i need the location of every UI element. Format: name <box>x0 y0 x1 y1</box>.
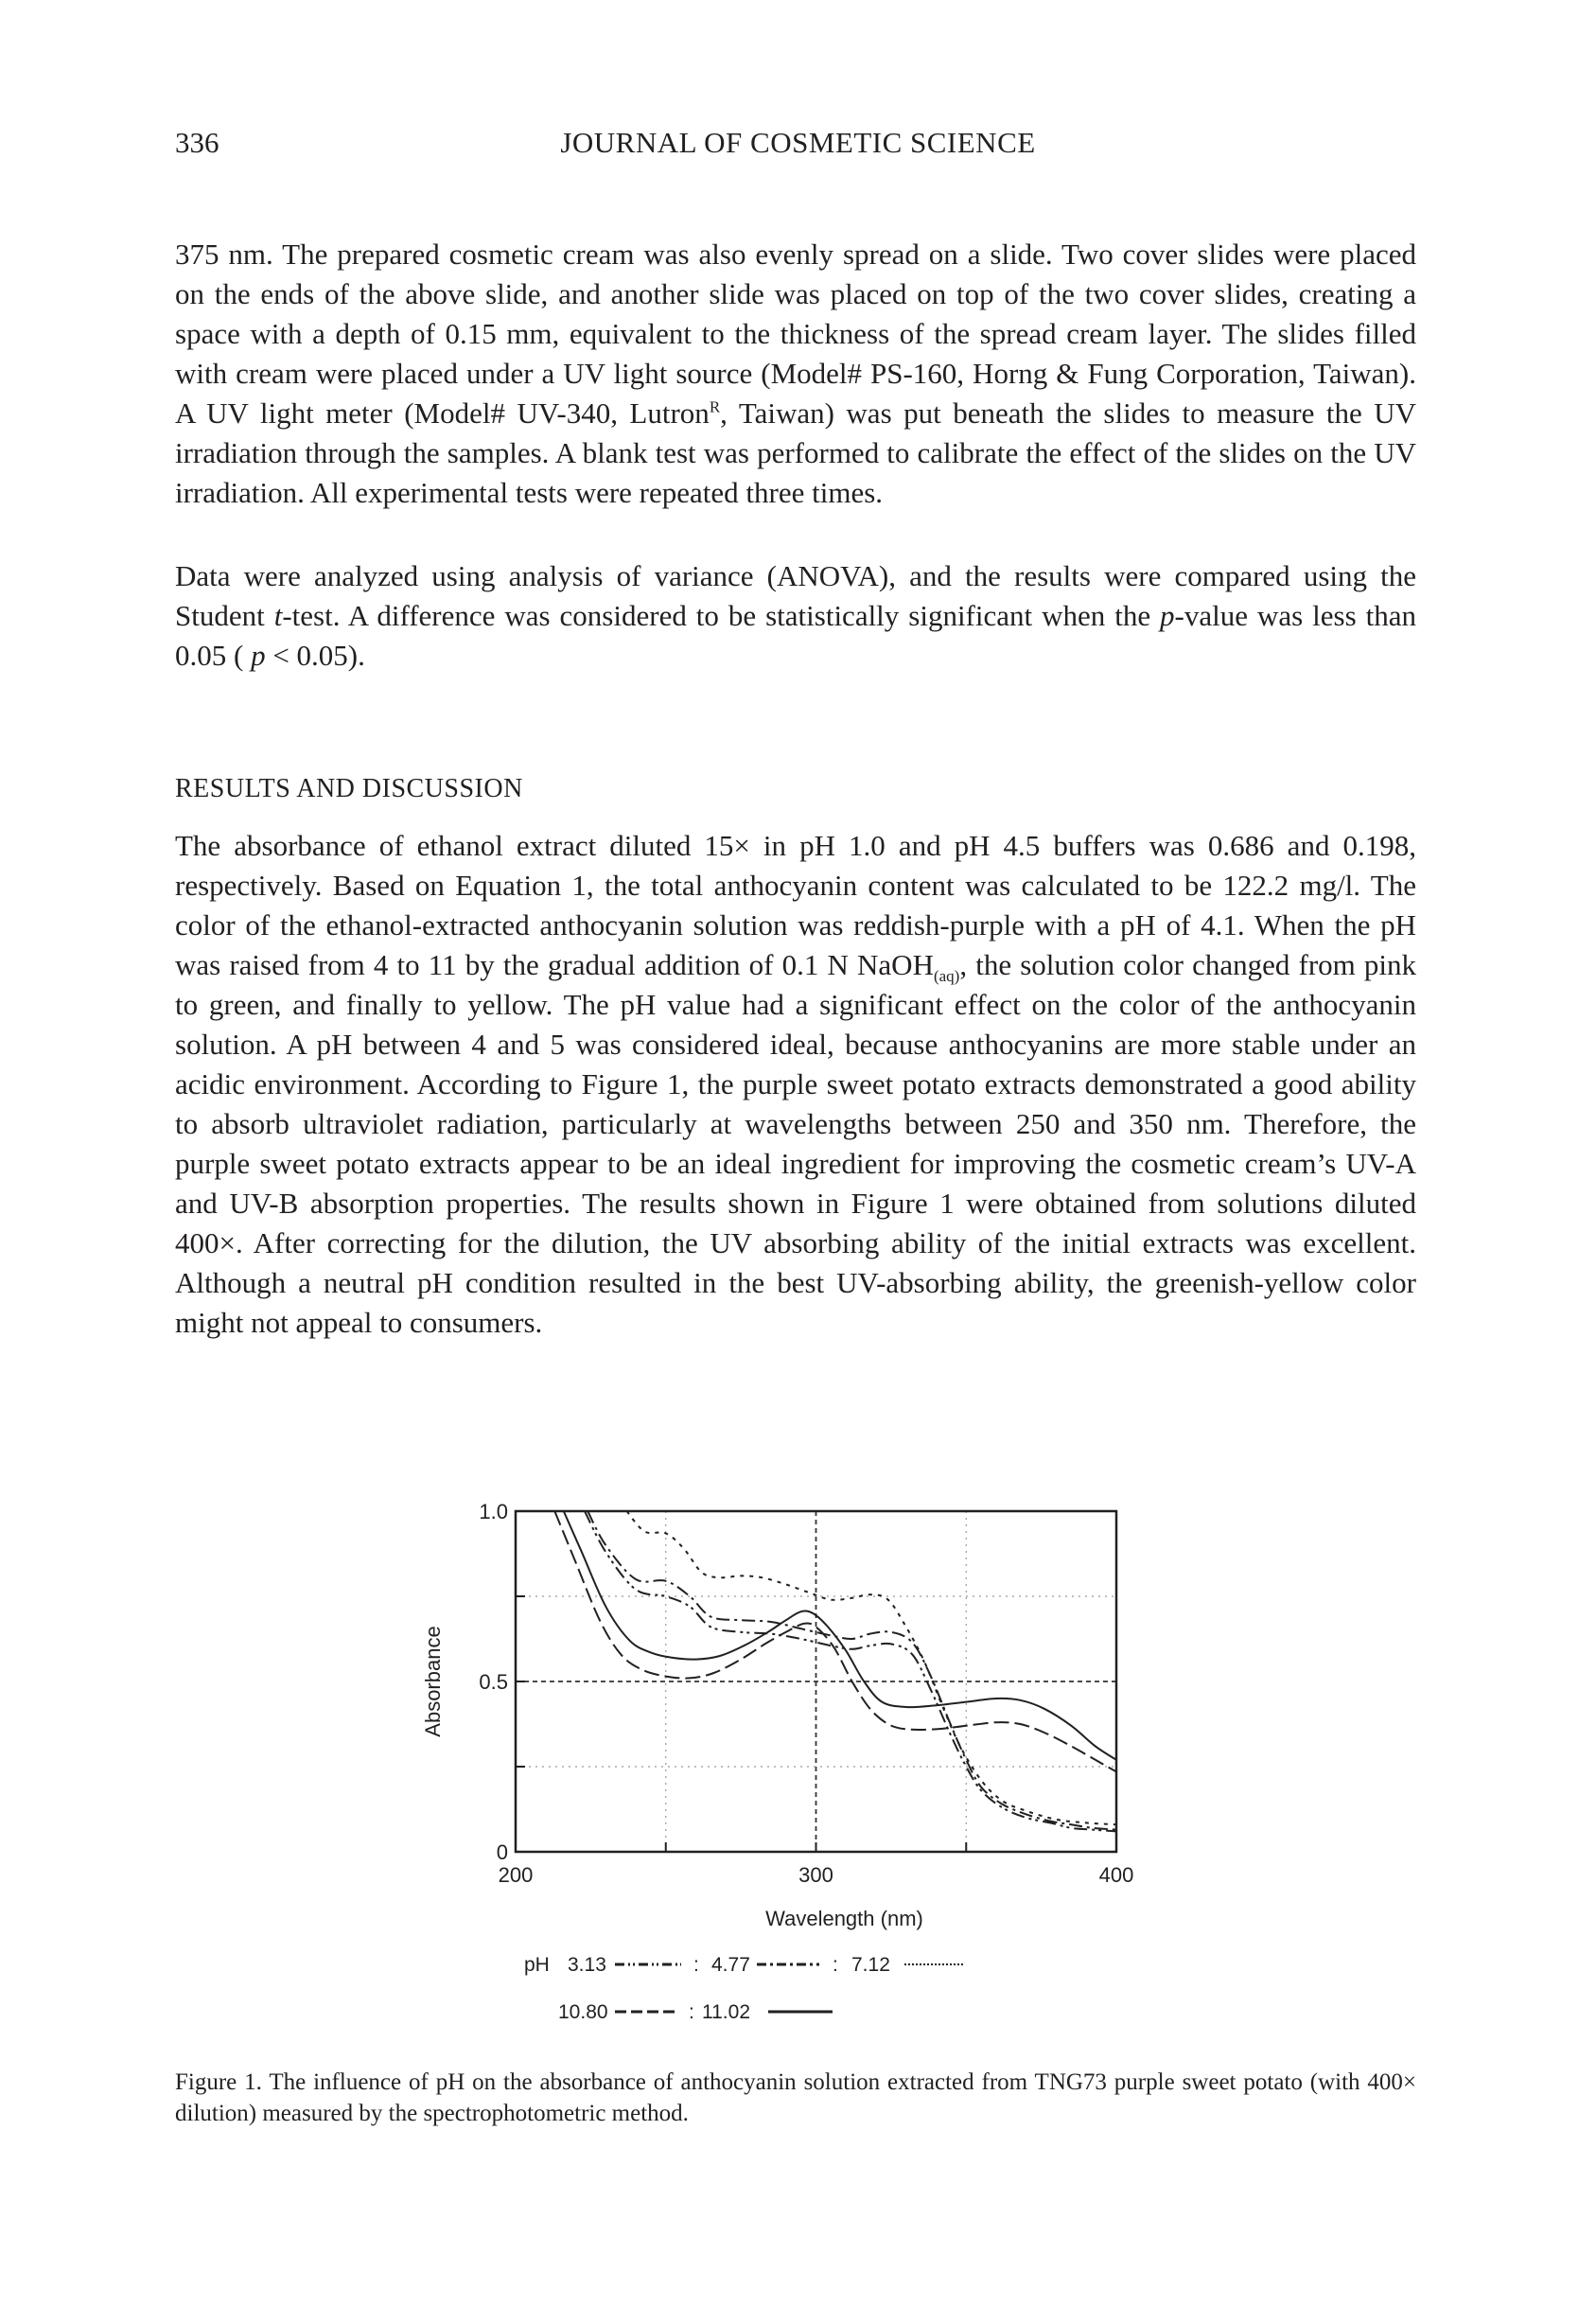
aq-subscript: (aq) <box>933 967 960 986</box>
body-paragraph-2 <box>175 556 1416 676</box>
x-tick-label: 200 <box>498 1863 534 1887</box>
series-line-ph-10-80 <box>554 1511 1116 1771</box>
paragraph-text: < 0.05). <box>265 639 365 672</box>
y-tick-label: 0 <box>496 1840 508 1864</box>
legend-label: 7.12 <box>851 1954 890 1976</box>
paragraph-text: , the solution color changed from pink to green, and finally to yellow. The pH value had a significant effect on the color of the anthocyanin solution. A pH between 4 and 5 was considered ideal, because anthocyanins are more stable under an acidic environment. According to Figure 1, the purple sweet potato extracts demonstrated a good ability to absorb ultraviolet radiation, particularly at wavelengths between 250 and 350 nm. Therefore, the purple sweet potato extracts appear to be an ideal ingredient for improving the cosmetic cream’s UV-A and UV-B absorption properties. The results shown in Figure 1 were obtained from solutions diluted 400×. After correcting for the dilution, the UV absorbing ability of the initial extracts was excellent. Although a neutral pH condition resulted in the best UV-absorbing ability, the greenish-yellow color might not appeal to consumers. <box>175 948 1416 1339</box>
paragraph-text: -test. A difference was considered to be statistically significant when the <box>282 599 1161 632</box>
italic-t: t <box>273 599 283 632</box>
legend-label: 4.77 <box>711 1954 750 1976</box>
legend-separator: : <box>689 2001 694 2023</box>
legend <box>524 1954 963 2023</box>
y-tick-label: 0.5 <box>479 1670 508 1694</box>
series-line-ph-11-02 <box>564 1511 1116 1760</box>
italic-p: p <box>251 639 266 672</box>
body-paragraph-3 <box>175 826 1416 1343</box>
axis-ticks <box>479 1500 1133 1887</box>
x-axis-label: Wavelength (nm) <box>765 1907 923 1930</box>
body-paragraph-1 <box>175 235 1416 513</box>
y-tick-label: 1.0 <box>479 1500 508 1523</box>
series-line-ph-7-12 <box>627 1511 1117 1824</box>
legend-separator: : <box>833 1954 838 1976</box>
series-lines <box>554 1511 1116 1831</box>
legend-separator: : <box>693 1954 699 1976</box>
series-line-ph-3-13 <box>585 1511 1116 1831</box>
plot-frame <box>516 1511 1116 1852</box>
legend-prefix: pH <box>524 1954 550 1976</box>
legend-label: 11.02 <box>702 2001 750 2023</box>
paragraph-text: , Taiwan) was put beneath the slides to measure the UV irradiation through the samples. A blank test was performed to calibrate the effect of the slides on the UV irradiation. All experimental tests were repeated three times. <box>175 396 1416 509</box>
section-heading: RESULTS AND DISCUSSION <box>175 774 523 803</box>
page-number: 336 <box>175 126 219 159</box>
paragraph-text: The absorbance of ethanol extract diluted 15× in pH 1.0 and pH 4.5 buffers was 0.686 and 0.198, respectively. Based on Equation 1, the total anthocyanin content was calculated to be 122.2 mg/l. The color of the ethanol-extracted anthocyanin solution was reddish-purple with a pH of 4.1. When the pH was raised from 4 to 11 by the gradual addition of 0.1 N NaOH <box>175 829 1416 981</box>
paragraph-text: Data were analyzed using analysis of variance (ANOVA), and the results were compared using the Student <box>175 559 1416 632</box>
legend-label: 10.80 <box>558 2001 608 2023</box>
paragraph-text: 375 nm. The prepared cosmetic cream was also evenly spread on a slide. Two cover slides were placed on the ends of the above slide, and another slide was placed on top of the two cover slides, creating a space with a depth of 0.15 mm, equivalent to the thickness of the spread cream layer. The slides filled with cream were placed under a UV light source (Model# PS-160, Horng & Fung Corporation, Taiwan). A UV light meter (Model# UV-340, Lutron <box>175 238 1416 430</box>
x-tick-label: 300 <box>798 1863 833 1887</box>
legend-label: 3.13 <box>568 1954 606 1976</box>
registered-superscript: R <box>709 397 721 416</box>
caption-text: The influence of pH on the absorbance of anthocyanin solution extracted from TNG73 purple sweet potato (with 400× dilution) measured by the spectrophotometric method. <box>175 2069 1417 2126</box>
y-axis-label: Absorbance <box>421 1626 445 1737</box>
italic-p: p <box>1160 599 1175 632</box>
x-tick-label: 400 <box>1098 1863 1134 1887</box>
figure-caption <box>175 2067 1416 2129</box>
series-line-ph-4-77 <box>588 1511 1116 1830</box>
paragraph-text: -value was less than 0.05 ( <box>175 599 1416 672</box>
running-head: JOURNAL OF COSMETIC SCIENCE <box>560 126 1036 159</box>
grid <box>516 1511 1116 1852</box>
figure-label: Figure 1. <box>175 2069 262 2095</box>
